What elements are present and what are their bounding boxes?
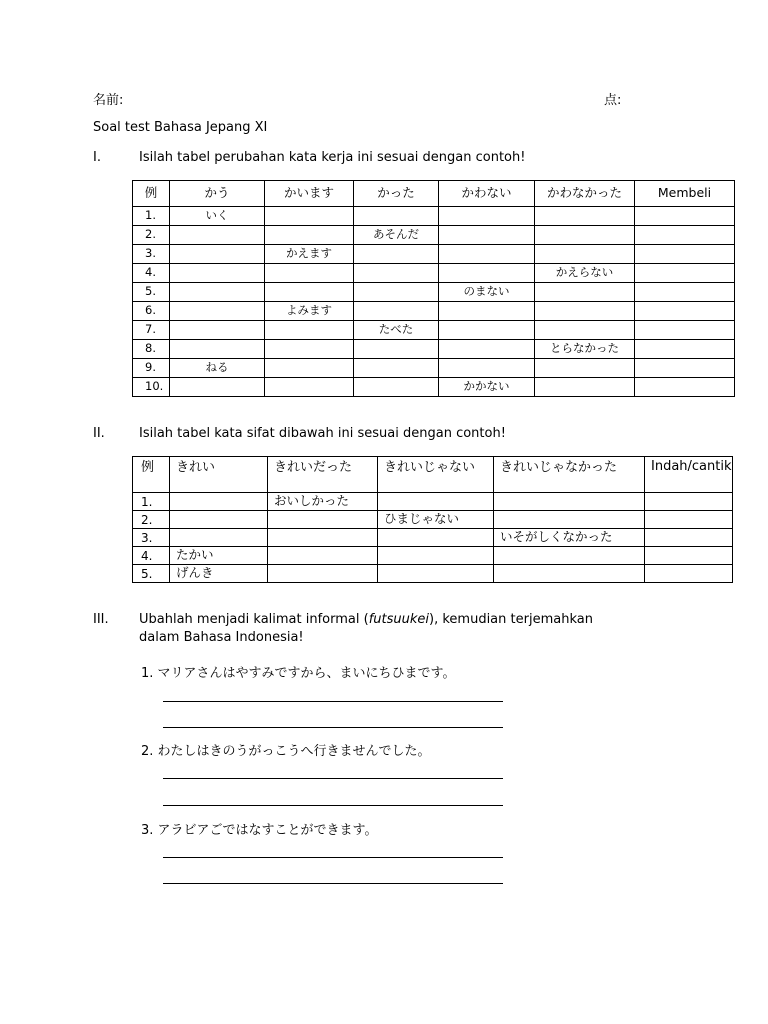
- row-number: 4.: [133, 264, 170, 283]
- answer-cell[interactable]: [354, 302, 439, 321]
- column-header: かった: [354, 181, 439, 207]
- answer-cell[interactable]: [268, 547, 378, 565]
- answer-cell[interactable]: [439, 226, 535, 245]
- answer-cell[interactable]: [170, 283, 265, 302]
- answer-line[interactable]: [163, 805, 503, 806]
- example-cell: たかい: [170, 547, 268, 565]
- answer-line[interactable]: [163, 701, 503, 702]
- answer-cell[interactable]: [645, 547, 733, 565]
- answer-cell[interactable]: [170, 511, 268, 529]
- answer-cell[interactable]: [635, 340, 735, 359]
- answer-cell[interactable]: [378, 529, 494, 547]
- answer-cell[interactable]: [439, 340, 535, 359]
- answer-cell[interactable]: [354, 283, 439, 302]
- example-cell: あそんだ: [354, 226, 439, 245]
- answer-cell[interactable]: [439, 359, 535, 378]
- question-number: 1.: [141, 666, 154, 681]
- answer-cell[interactable]: [170, 245, 265, 264]
- answer-cell[interactable]: [265, 340, 354, 359]
- example-cell: げんき: [170, 565, 268, 583]
- table-row: [133, 378, 735, 397]
- table-header-row: [133, 181, 735, 207]
- answer-cell[interactable]: [354, 207, 439, 226]
- column-header: かわない: [439, 181, 535, 207]
- column-header: Membeli: [635, 181, 735, 207]
- column-header: 例: [133, 181, 170, 207]
- answer-cell[interactable]: [535, 378, 635, 397]
- answer-cell[interactable]: [265, 378, 354, 397]
- name-label: 名前:: [93, 93, 124, 108]
- example-cell: たべた: [354, 321, 439, 340]
- answer-cell[interactable]: [265, 226, 354, 245]
- table-row: [133, 511, 733, 529]
- row-number: 1.: [133, 493, 170, 511]
- answer-cell[interactable]: [535, 207, 635, 226]
- example-cell: いそがしくなかった: [494, 529, 645, 547]
- row-number: 3.: [133, 245, 170, 264]
- answer-cell[interactable]: [535, 245, 635, 264]
- column-header: かう: [170, 181, 265, 207]
- answer-cell[interactable]: [354, 359, 439, 378]
- answer-cell[interactable]: [170, 493, 268, 511]
- answer-cell[interactable]: [535, 226, 635, 245]
- answer-cell[interactable]: [354, 340, 439, 359]
- table-row: [133, 359, 735, 378]
- row-number: 5.: [133, 565, 170, 583]
- answer-cell[interactable]: [635, 359, 735, 378]
- document-title: Soal test Bahasa Jepang XI: [93, 120, 268, 135]
- answer-cell[interactable]: [354, 264, 439, 283]
- column-header: きれいだった: [268, 457, 378, 493]
- answer-cell[interactable]: [635, 283, 735, 302]
- table-row: [133, 283, 735, 302]
- answer-cell[interactable]: [268, 565, 378, 583]
- table-row: [133, 245, 735, 264]
- row-number: 5.: [133, 283, 170, 302]
- answer-cell[interactable]: [494, 547, 645, 565]
- answer-cell[interactable]: [439, 207, 535, 226]
- section-2-numeral: II.: [93, 426, 105, 441]
- answer-cell[interactable]: [439, 245, 535, 264]
- table-row: [133, 529, 733, 547]
- answer-cell[interactable]: [635, 226, 735, 245]
- example-cell: かえます: [265, 245, 354, 264]
- row-number: 10.: [133, 378, 170, 397]
- table-row: [133, 565, 733, 583]
- answer-line[interactable]: [163, 727, 503, 728]
- row-number: 2.: [133, 226, 170, 245]
- answer-cell[interactable]: [265, 207, 354, 226]
- answer-cell[interactable]: [354, 378, 439, 397]
- answer-cell[interactable]: [535, 321, 635, 340]
- row-number: 6.: [133, 302, 170, 321]
- answer-cell[interactable]: [265, 283, 354, 302]
- answer-cell[interactable]: [635, 264, 735, 283]
- answer-cell[interactable]: [170, 302, 265, 321]
- example-cell: のまない: [439, 283, 535, 302]
- answer-line[interactable]: [163, 857, 503, 858]
- section-3-instruction: [139, 612, 593, 627]
- answer-cell[interactable]: [635, 207, 735, 226]
- example-cell: とらなかった: [535, 340, 635, 359]
- example-cell: おいしかった: [268, 493, 378, 511]
- row-number: 4.: [133, 547, 170, 565]
- table-row: [133, 547, 733, 565]
- section-3-instruction-line2: dalam Bahasa Indonesia!: [139, 630, 304, 645]
- column-header: きれい: [170, 457, 268, 493]
- example-cell: ひまじゃない: [378, 511, 494, 529]
- section-2-instruction: Isilah tabel kata sifat dibawah ini sesuai dengan contoh!: [139, 426, 506, 441]
- answer-cell[interactable]: [170, 378, 265, 397]
- table-row: [133, 302, 735, 321]
- table-row: [133, 226, 735, 245]
- table-row: [133, 493, 733, 511]
- row-number: 2.: [133, 511, 170, 529]
- answer-cell[interactable]: [265, 264, 354, 283]
- answer-cell[interactable]: [635, 321, 735, 340]
- row-number: 8.: [133, 340, 170, 359]
- table-row: [133, 321, 735, 340]
- answer-cell[interactable]: [645, 529, 733, 547]
- answer-cell[interactable]: [378, 493, 494, 511]
- table-row: [133, 207, 735, 226]
- answer-cell[interactable]: [170, 529, 268, 547]
- question-number: 3.: [141, 823, 154, 838]
- answer-cell[interactable]: [378, 547, 494, 565]
- example-cell: いく: [170, 207, 265, 226]
- column-header: きれいじゃない: [378, 457, 494, 493]
- example-cell: よみます: [265, 302, 354, 321]
- question-number: 2.: [141, 744, 154, 759]
- answer-cell[interactable]: [170, 264, 265, 283]
- column-header: かわなかった: [535, 181, 635, 207]
- answer-cell[interactable]: [535, 302, 635, 321]
- answer-line[interactable]: [163, 883, 503, 884]
- answer-cell[interactable]: [265, 359, 354, 378]
- question-3: [141, 819, 378, 838]
- question-text: わたしはきのうがっこうへ行きませんでした。: [157, 744, 431, 759]
- answer-cell[interactable]: [535, 283, 635, 302]
- answer-cell[interactable]: [535, 359, 635, 378]
- section-1-instruction: Isilah tabel perubahan kata kerja ini sesuai dengan contoh!: [139, 150, 526, 165]
- section-3-instruction-part1: Ubahlah menjadi kalimat informal (: [139, 612, 369, 627]
- column-header: Indah/cantik: [645, 457, 733, 493]
- answer-cell[interactable]: [645, 493, 733, 511]
- adjective-conjugation-table: [132, 456, 733, 583]
- score-label: 点:: [604, 93, 622, 108]
- answer-cell[interactable]: [635, 302, 735, 321]
- answer-cell[interactable]: [268, 529, 378, 547]
- column-header: かいます: [265, 181, 354, 207]
- answer-cell[interactable]: [378, 565, 494, 583]
- answer-cell[interactable]: [170, 321, 265, 340]
- row-number: 3.: [133, 529, 170, 547]
- row-number: 7.: [133, 321, 170, 340]
- section-3-numeral: III.: [93, 612, 109, 627]
- answer-cell[interactable]: [170, 340, 265, 359]
- answer-cell[interactable]: [635, 378, 735, 397]
- section-3-instruction-part2: ), kemudian terjemahkan: [429, 612, 593, 627]
- answer-cell[interactable]: [439, 321, 535, 340]
- column-header: 例: [133, 457, 170, 493]
- answer-cell[interactable]: [354, 245, 439, 264]
- question-text: アラビアごではなすことができます。: [157, 823, 378, 838]
- answer-cell[interactable]: [645, 511, 733, 529]
- question-2: [141, 740, 431, 759]
- answer-cell[interactable]: [635, 245, 735, 264]
- question-text: マリアさんはやすみですから、まいにちひまです。: [157, 666, 456, 681]
- answer-cell[interactable]: [439, 302, 535, 321]
- row-number: 9.: [133, 359, 170, 378]
- answer-cell[interactable]: [265, 321, 354, 340]
- table-row: [133, 340, 735, 359]
- table-header-row: [133, 457, 733, 493]
- column-header: きれいじゃなかった: [494, 457, 645, 493]
- verb-conjugation-table: [132, 180, 735, 397]
- futsuukei-term: futsuukei: [368, 612, 430, 627]
- answer-cell[interactable]: [439, 264, 535, 283]
- answer-cell[interactable]: [494, 511, 645, 529]
- answer-cell[interactable]: [494, 565, 645, 583]
- example-cell: かかない: [439, 378, 535, 397]
- answer-cell[interactable]: [268, 511, 378, 529]
- answer-cell[interactable]: [494, 493, 645, 511]
- section-1-numeral: I.: [93, 150, 101, 165]
- row-number: 1.: [133, 207, 170, 226]
- example-cell: かえらない: [535, 264, 635, 283]
- answer-cell[interactable]: [645, 565, 733, 583]
- answer-line[interactable]: [163, 778, 503, 779]
- answer-cell[interactable]: [170, 226, 265, 245]
- question-1: [141, 662, 456, 681]
- example-cell: ねる: [170, 359, 265, 378]
- table-row: [133, 264, 735, 283]
